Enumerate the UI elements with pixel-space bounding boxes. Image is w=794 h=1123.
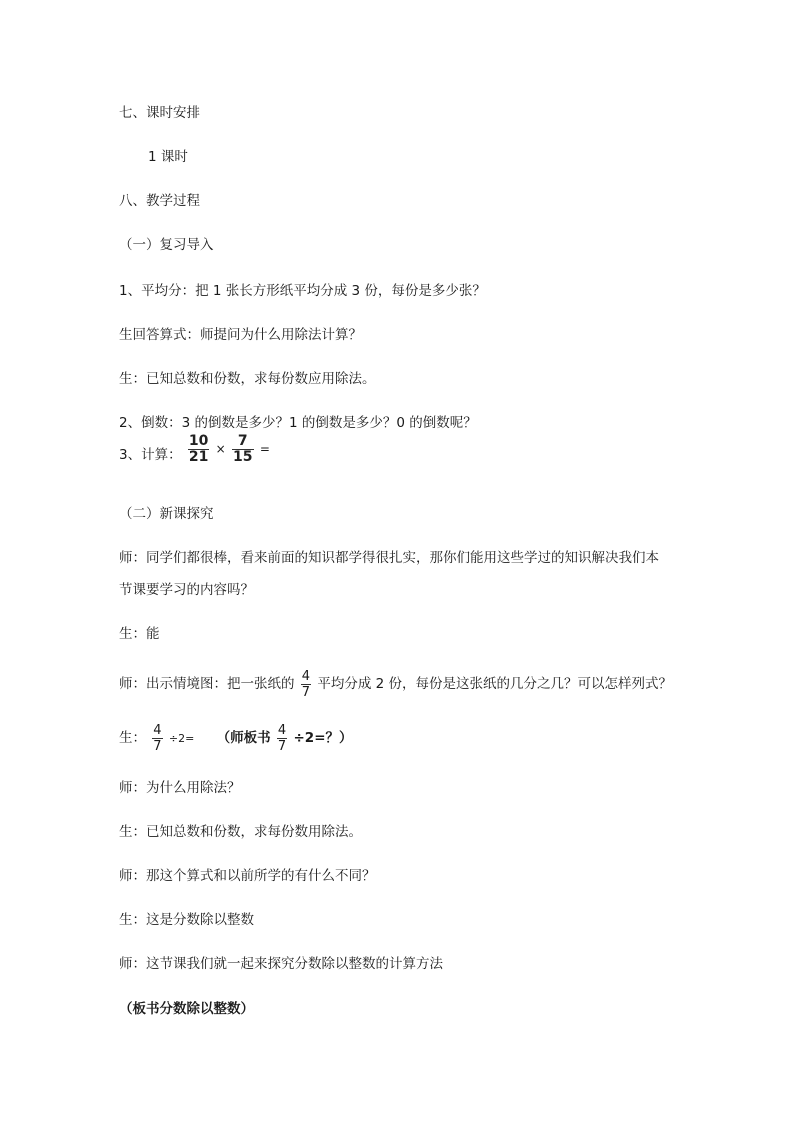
paragraph-calculation [119, 432, 270, 473]
calc-label: 3、计算： [119, 447, 182, 463]
board-title-note: （板书分数除以整数） [119, 1001, 254, 1017]
subheading-new-lesson: （二）新课探究 [119, 506, 214, 522]
paragraph-difference-question: 师：那这个算式和以前所学的有什么不同？ [119, 868, 376, 884]
paragraph-student-division-reason: 生：已知总数和份数，求每份数用除法。 [119, 824, 362, 840]
student-prefix: 生： [119, 730, 146, 746]
paragraph-teacher-intro: 师：同学们都很棒，看来前面的知识都学得很扎实，那你们能用这些学过的知识解决我们本 [119, 550, 659, 566]
board-note-close: ÷2=？） [293, 730, 353, 746]
fraction-seven-fifteen: $\frac{7}{15}$ [233, 432, 253, 465]
section-heading-schedule: 七、课时安排 [119, 105, 200, 121]
paragraph-fraction-by-integer: 生：这是分数除以整数 [119, 912, 254, 928]
fraction-four-sevenths-student: $\frac{4}{7}$ [153, 722, 162, 754]
fraction-ten-twentyone: $\frac{10}{21}$ [188, 432, 209, 465]
paragraph-student-yes: 生：能 [119, 626, 160, 642]
fraction-four-sevenths-board: $\frac{4}{7}$ [277, 722, 287, 754]
paragraph-student-reason: 生：已知总数和份数，求每份数应用除法。 [119, 371, 376, 387]
subheading-review: （一）复习导入 [119, 237, 214, 253]
board-note-open: （师板书 [216, 730, 271, 746]
student-division: ÷2= [168, 732, 195, 745]
times-sign: × [215, 442, 226, 456]
section-heading-process: 八、教学过程 [119, 193, 200, 209]
fraction-four-sevenths: $\frac{4}{7}$ [301, 668, 311, 700]
lesson-hours-text: 1 课时 [148, 149, 188, 165]
paragraph-reciprocal: 2、倒数：3 的倒数是多少？1 的倒数是多少？0 的倒数呢？ [119, 415, 477, 431]
paragraph-scenario [119, 664, 672, 704]
paragraph-student-formula [119, 718, 353, 759]
scenario-pre: 师：出示情境图：把一张纸的 [119, 676, 295, 692]
paragraph-explore-method: 师：这节课我们就一起来探究分数除以整数的计算方法 [119, 956, 443, 972]
paragraph-teacher-intro-cont: 节课要学习的内容吗？ [119, 582, 254, 598]
paragraph-student-answer: 生回答算式：师提问为什么用除法计算？ [119, 327, 362, 343]
equals-sign: = [259, 442, 270, 456]
paragraph-average-division: 1、平均分：把 1 张长方形纸平均分成 3 份，每份是多少张？ [119, 283, 486, 299]
scenario-post: 平均分成 2 份，每份是这张纸的几分之几？可以怎样列式？ [317, 676, 673, 692]
paragraph-why-division: 师：为什么用除法？ [119, 780, 241, 796]
